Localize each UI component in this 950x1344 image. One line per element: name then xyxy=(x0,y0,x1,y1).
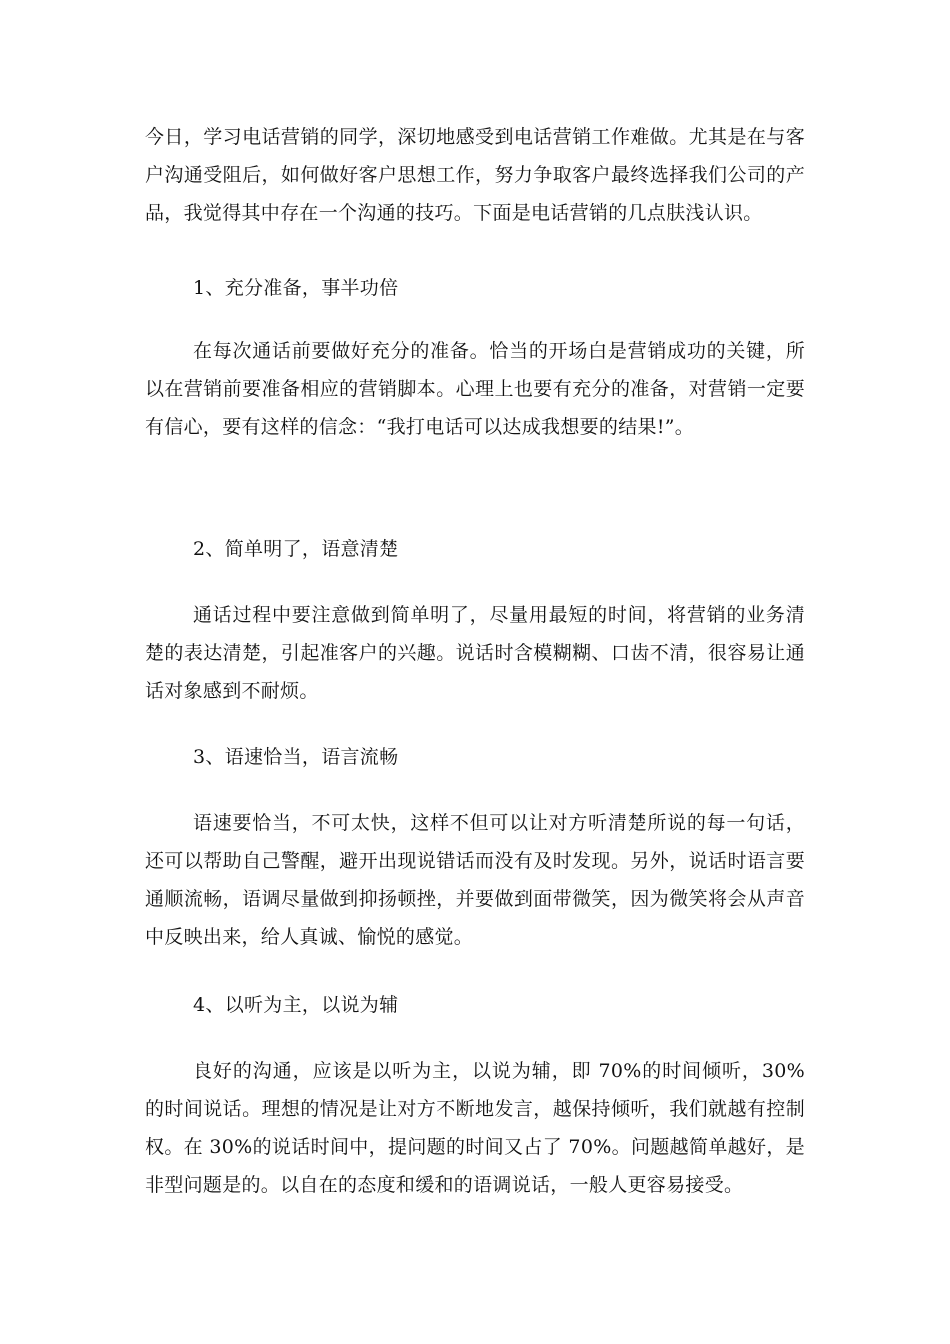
section-body-2: 通话过程中要注意做到简单明了，尽量用最短的时间，将营销的业务清楚的表达清楚，引起准客户的兴趣。说话时含模糊糊、口齿不清，很容易让通话对象感到不耐烦。 xyxy=(145,604,805,702)
section-heading-1: 1、充分准备，事半功倍 xyxy=(193,277,399,299)
intro-paragraph: 今日，学习电话营销的同学，深切地感受到电话营销工作难做。尤其是在与客户沟通受阻后，如何做好客户思想工作，努力争取客户最终选择我们公司的产品，我觉得其中存在一个沟通的技巧。下面是电话营销的几点肤浅认识。 xyxy=(145,126,805,224)
document-page xyxy=(145,118,805,1204)
section-body-1: 在每次通话前要做好充分的准备。恰当的开场白是营销成功的关键，所以在营销前要准备相应的营销脚本。心理上也要有充分的准备，对营销一定要有信心，要有这样的信念：“我打电话可以达成我想要的结果!”。 xyxy=(145,340,805,438)
section-body-3: 语速要恰当，不可太快，这样不但可以让对方听清楚所说的每一句话，还可以帮助自己警醒，避开出现说错话而没有及时发现。另外，说话时语言要通顺流畅，语调尽量做到抑扬顿挫，并要做到面带微笑，因为微笑将会从声音中反映出来，给人真诚、愉悦的感觉。 xyxy=(145,812,805,948)
section-heading-4: 4、以听为主，以说为辅 xyxy=(193,994,399,1016)
section-body-4: 良好的沟通，应该是以听为主，以说为辅，即 70%的时间倾听，30%的时间说话。理想的情况是让对方不断地发言，越保持倾听，我们就越有控制权。在 30%的说话时间中，提问题的时间又占了 70%。问题越简单越好，是非型问题是的。以自在的态度和缓和的语调说话，一般人更容易接受。 xyxy=(145,1060,805,1196)
section-heading-2: 2、简单明了，语意清楚 xyxy=(193,538,399,560)
section-heading-3: 3、语速恰当，语言流畅 xyxy=(193,746,399,768)
